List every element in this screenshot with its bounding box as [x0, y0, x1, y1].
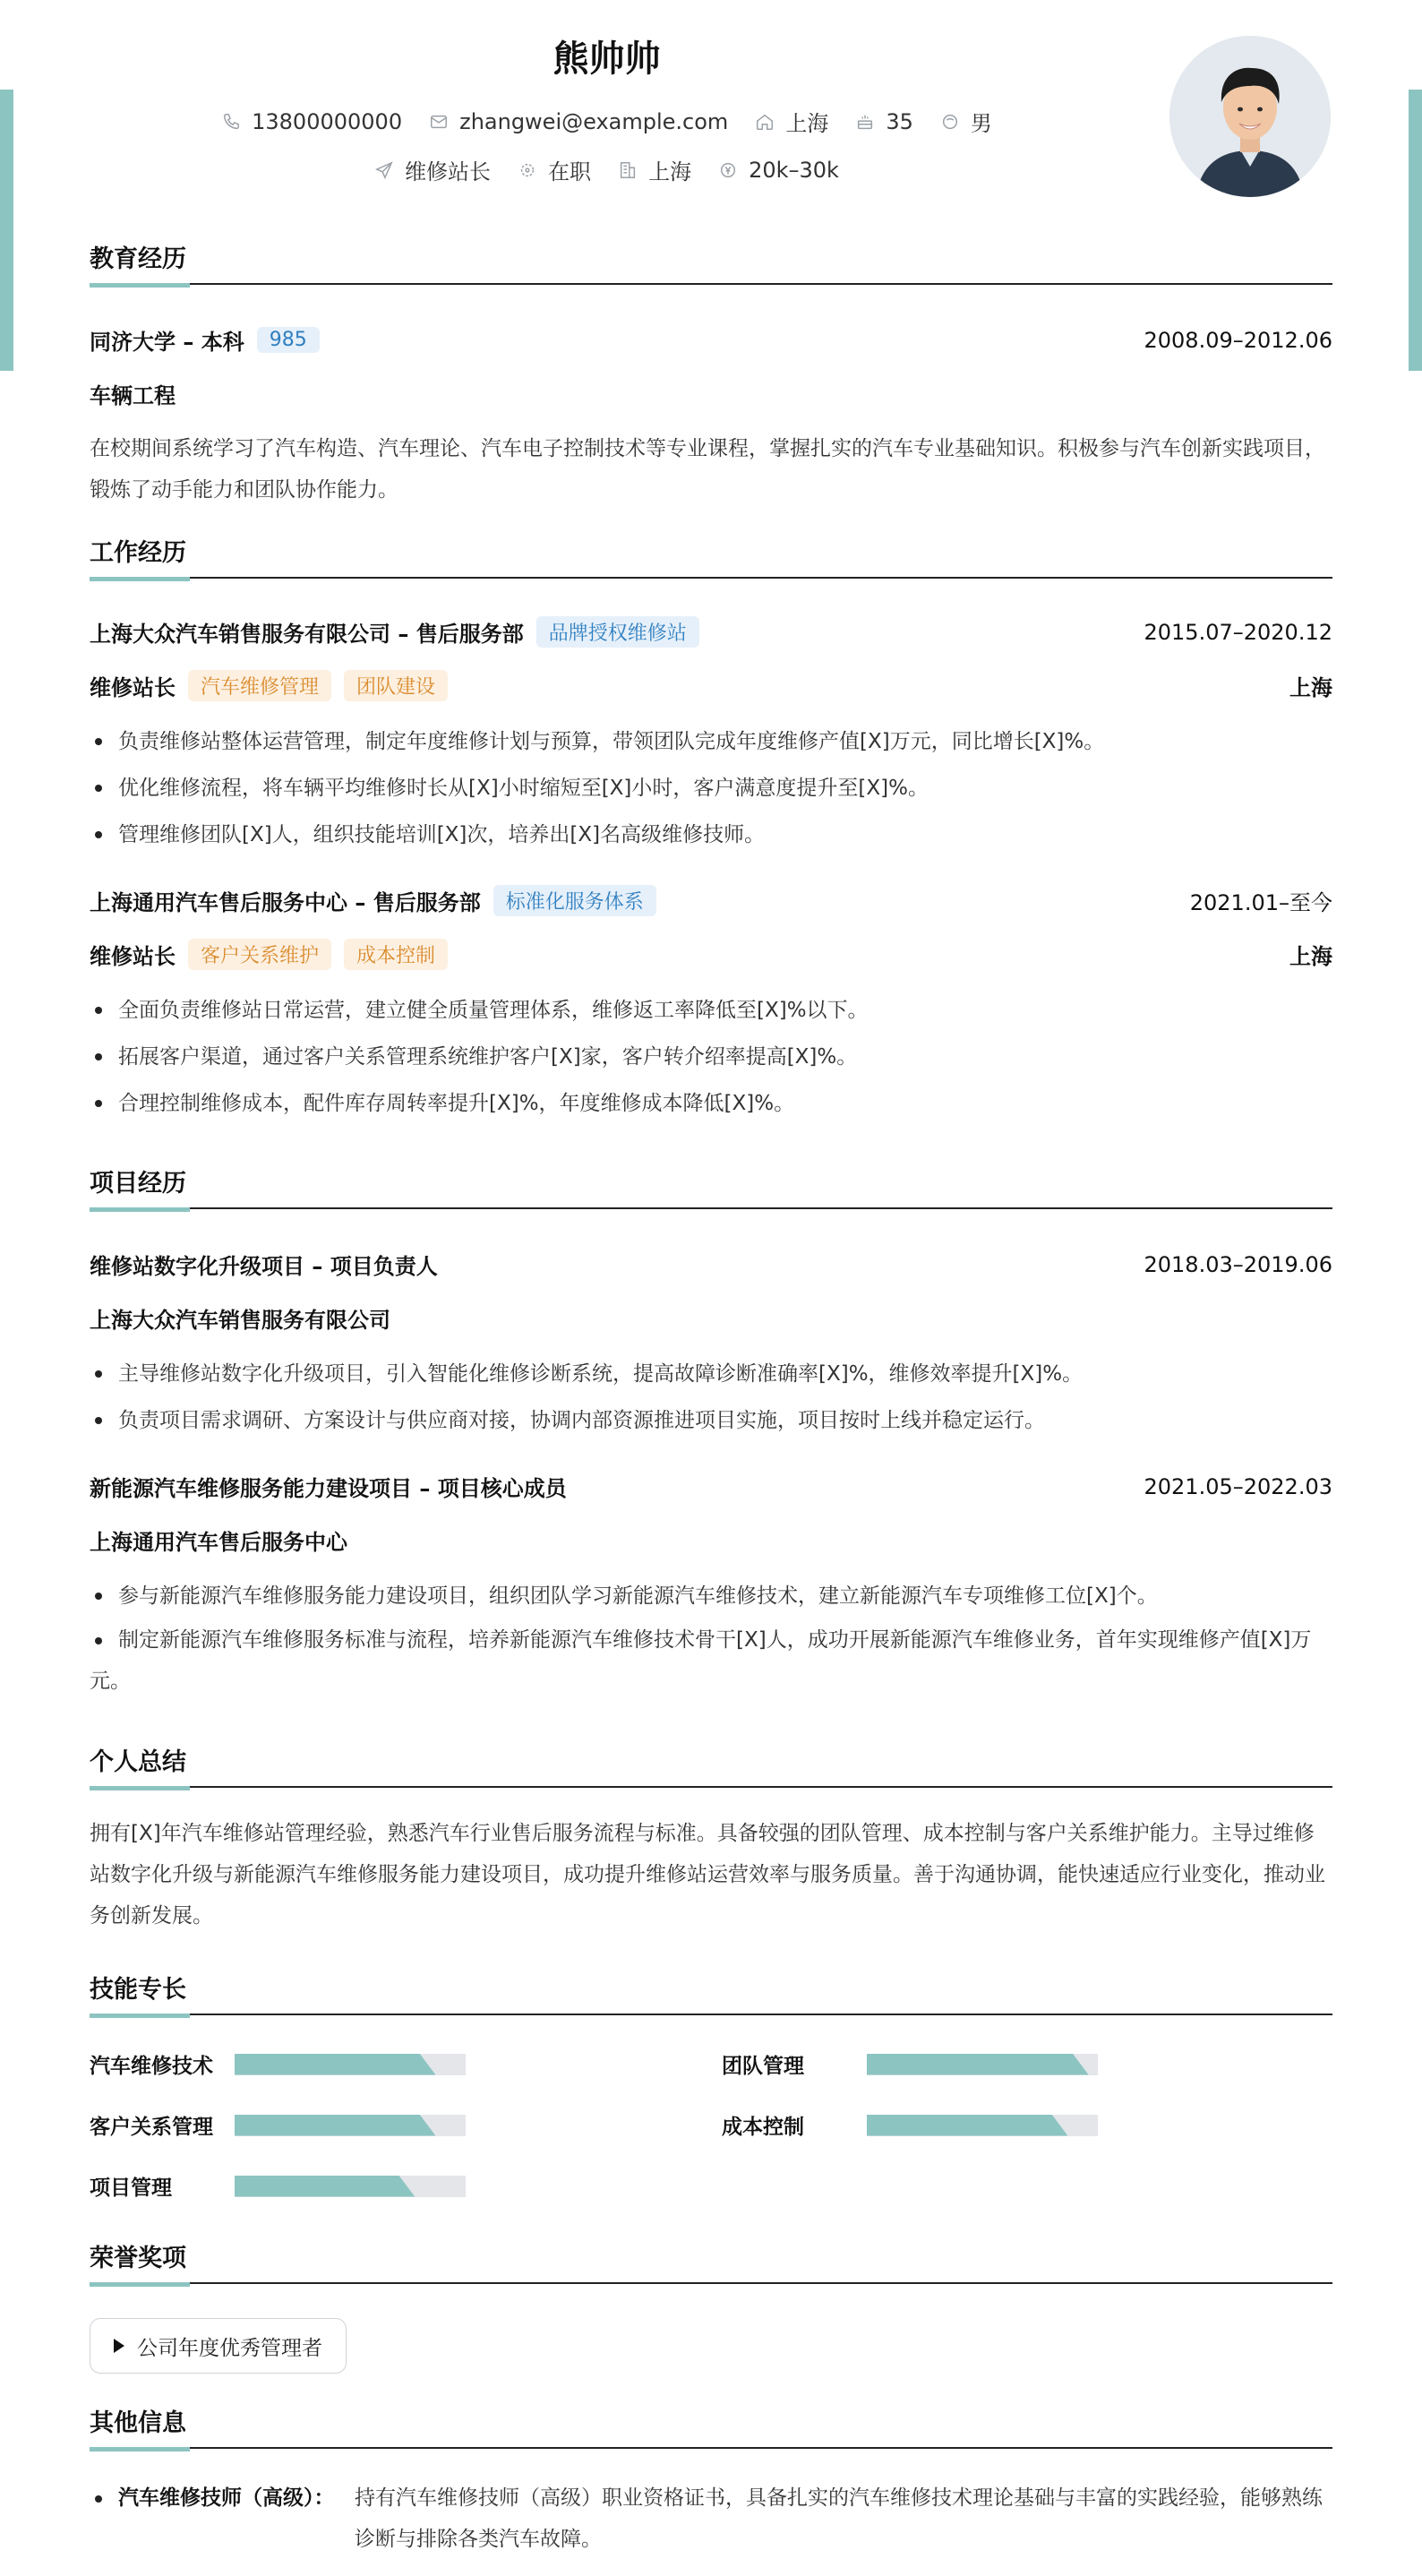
company-tag: 品牌授权维修站 [536, 616, 699, 648]
work-title: 工作经历 [90, 539, 186, 567]
home-icon [755, 112, 775, 132]
building-icon [618, 160, 638, 180]
other-title: 其他信息 [90, 2409, 186, 2437]
skills-section [90, 1972, 1332, 2200]
other-section [90, 2406, 1332, 2551]
award-label: 公司年度优秀管理者 [137, 2336, 322, 2360]
summary-section [90, 1745, 1332, 1928]
education-header-row [90, 324, 1332, 356]
gender-icon [940, 112, 960, 132]
position-text: 维修站长 [405, 159, 492, 185]
avatar [1169, 36, 1331, 197]
list-item: 合理控制维修成本，配件库存周转率提升[X]%，年度维修成本降低[X]%。 [90, 1080, 1332, 1127]
status-icon [518, 160, 537, 180]
company-tag: 标准化服务体系 [493, 885, 656, 916]
contact-age [855, 109, 913, 134]
work-section [90, 536, 1332, 1115]
projects-section [90, 1166, 1332, 1693]
project-date: 2018.03–2019.06 [1144, 1251, 1332, 1277]
list-item: 负责维修站整体运营管理，制定年度维修计划与预算，带领团队完成年度维修产值[X]万元，同比增长[X]%。 [90, 718, 1332, 765]
contact-gender [940, 106, 992, 137]
project-bullets [90, 1351, 1332, 1444]
contact-salary [718, 158, 839, 183]
bullet-dot [95, 2495, 102, 2503]
skill-item [90, 2110, 466, 2140]
school-tag: 985 [257, 327, 320, 353]
skill-tag: 团队建设 [344, 670, 448, 701]
list-item: 管理维修团队[X]人，组织技能培训[X]次，培养出[X]名高级维修技师。 [90, 811, 1332, 858]
skill-bar [867, 2054, 1098, 2075]
section-title [90, 1166, 1332, 1209]
work-city-text: 上海 [648, 159, 692, 185]
education-date: 2008.09–2012.06 [1144, 327, 1332, 353]
contact-position [374, 154, 491, 185]
skill-item [722, 2110, 1098, 2140]
skill-bar-fill [235, 2176, 415, 2197]
project-name: 维修站数字化升级项目 – 项目负责人 [90, 1254, 438, 1279]
skill-item [90, 2171, 466, 2201]
skill-name: 客户关系管理 [90, 2116, 213, 2139]
work-item-role [90, 670, 1332, 701]
work-date: 2015.07–2020.12 [1144, 619, 1332, 645]
skill-bar [867, 2115, 1098, 2136]
phone-icon [221, 112, 241, 132]
section-title [90, 536, 1332, 579]
list-item: 拓展客户渠道，通过客户关系管理系统维护客户[X]家，客户转介绍率提高[X]%。 [90, 1034, 1332, 1080]
other-value: 持有汽车维修技师（高级）职业资格证书，具备扎实的汽车维修技术理论基础与丰富的实践经验，能够熟练诊断与排除各类汽车故障。 [355, 2486, 1323, 2551]
city-text: 上海 [785, 111, 829, 136]
age-text: 35 [886, 108, 913, 134]
skill-bar [235, 2054, 466, 2075]
project-org-row [90, 1302, 1332, 1334]
summary-title: 个人总结 [90, 1748, 186, 1776]
skill-name: 成本控制 [722, 2116, 804, 2139]
work-location: 上海 [1289, 675, 1332, 700]
skill-tag: 汽车维修管理 [188, 670, 331, 701]
contact-status [518, 154, 591, 185]
work-item-role [90, 939, 1332, 970]
work-bullets [90, 718, 1332, 858]
list-item: 参与新能源汽车维修服务能力建设项目，组织团队学习新能源汽车维修技术，建立新能源汽车专项维修工位[X]个。 [90, 1573, 1332, 1619]
list-item: 主导维修站数字化升级项目，引入智能化维修诊断系统，提高故障诊断准确率[X]%，维修效率提升[X]%。 [90, 1351, 1332, 1397]
education-major-row [90, 378, 1332, 409]
list-item: 负责项目需求调研、方案设计与供应商对接，协调内部资源推进项目实施，项目按时上线并稳定运行。 [90, 1397, 1332, 1444]
work-location: 上海 [1289, 944, 1332, 969]
skill-item [722, 2049, 1098, 2079]
award-item[interactable] [90, 2318, 347, 2374]
work-item-header [90, 885, 1332, 916]
skill-tag: 成本控制 [344, 939, 448, 970]
phone-text: 13800000000 [252, 108, 403, 134]
skill-item [90, 2049, 466, 2079]
section-title [90, 242, 1332, 285]
skill-bar-fill [235, 2115, 435, 2136]
list-item: 制定新能源汽车维修服务标准与流程，培养新能源汽车维修技术骨干[X]人，成功开展新能源汽车维修业务，首年实现维修产值[X]万元。 [90, 1619, 1332, 1702]
project-org: 上海大众汽车销售服务有限公司 [90, 1308, 390, 1333]
skill-name: 项目管理 [90, 2177, 172, 2200]
email-text: zhangwei@example.com [459, 108, 729, 134]
awards-section [90, 2241, 1332, 2360]
section-title [90, 1745, 1332, 1788]
section-title [90, 2406, 1332, 2449]
education-section [90, 242, 1332, 502]
triangle-right-icon [114, 2339, 124, 2353]
project-date: 2021.05–2022.03 [1144, 1473, 1332, 1499]
work-date: 2021.01–至今 [1189, 890, 1332, 915]
role-name: 维修站长 [90, 675, 176, 700]
skill-bar [235, 2176, 466, 2197]
contact-phone [221, 109, 402, 134]
mail-icon [429, 112, 449, 132]
contact-email [429, 109, 728, 134]
project-org: 上海通用汽车售后服务中心 [90, 1530, 347, 1555]
education-description: 在校期间系统学习了汽车构造、汽车理论、汽车电子控制技术等专业课程，掌握扎实的汽车专业基础知识。积极参与汽车创新实践项目，锻炼了动手能力和团队协作能力。 [90, 437, 1325, 502]
skill-bar-fill [867, 2054, 1089, 2075]
project-org-row [90, 1524, 1332, 1556]
gender-text: 男 [970, 111, 992, 136]
cake-icon [855, 112, 875, 132]
work-bullets [90, 987, 1332, 1127]
work-item-header [90, 616, 1332, 648]
skill-bar-fill [867, 2115, 1067, 2136]
section-title [90, 2241, 1332, 2284]
project-name: 新能源汽车维修服务能力建设项目 – 项目核心成员 [90, 1476, 567, 1501]
contact-work-city [618, 154, 691, 185]
skill-name: 团队管理 [722, 2055, 804, 2078]
major-name: 车辆工程 [90, 383, 176, 408]
resume-header [0, 0, 1422, 224]
list-item: 全面负责维修站日常运营，建立健全质量管理体系，维修返工率降低至[X]%以下。 [90, 987, 1332, 1034]
skills-title: 技能专长 [90, 1976, 186, 2004]
education-title: 教育经历 [90, 245, 186, 273]
status-text: 在职 [548, 159, 592, 185]
role-name: 维修站长 [90, 944, 176, 969]
project-bullets [90, 1573, 1332, 1702]
contact-row-primary [0, 106, 1213, 137]
salary-text: 20k–30k [749, 157, 839, 183]
summary-text: 拥有[X]年汽车维修站管理经验，熟悉汽车行业售后服务流程与标准。具备较强的团队管理、成本控制与客户关系维护能力。主导过维修站数字化升级与新能源汽车维修服务能力建设项目，成功提升维修站运营效率与服务质量。善于沟通协调，能快速适应行业变化，推动业务创新发展。 [90, 1822, 1325, 1928]
school-name: 同济大学 – 本科 [90, 330, 244, 355]
section-title [90, 1972, 1332, 2015]
contact-row-secondary [0, 154, 1213, 185]
project-header [90, 1249, 1332, 1280]
company-name: 上海通用汽车售后服务中心 – 售后服务部 [90, 890, 481, 915]
company-name: 上海大众汽车销售服务有限公司 – 售后服务部 [90, 622, 524, 647]
skill-bar [235, 2115, 466, 2136]
skill-bar-fill [235, 2054, 435, 2075]
projects-title: 项目经历 [90, 1170, 186, 1198]
send-icon [374, 160, 394, 180]
candidate-name: 熊帅帅 [553, 39, 661, 80]
skill-name: 汽车维修技术 [90, 2055, 213, 2078]
project-header [90, 1471, 1332, 1502]
other-key: 汽车维修技师（高级）： [118, 2486, 335, 2510]
awards-title: 荣誉奖项 [90, 2245, 186, 2272]
contact-city [755, 106, 828, 137]
skill-tag: 客户关系维护 [188, 939, 331, 970]
list-item: 优化维修流程，将车辆平均维修时长从[X]小时缩短至[X]小时，客户满意度提升至[X]%。 [90, 765, 1332, 811]
money-icon [718, 160, 738, 180]
